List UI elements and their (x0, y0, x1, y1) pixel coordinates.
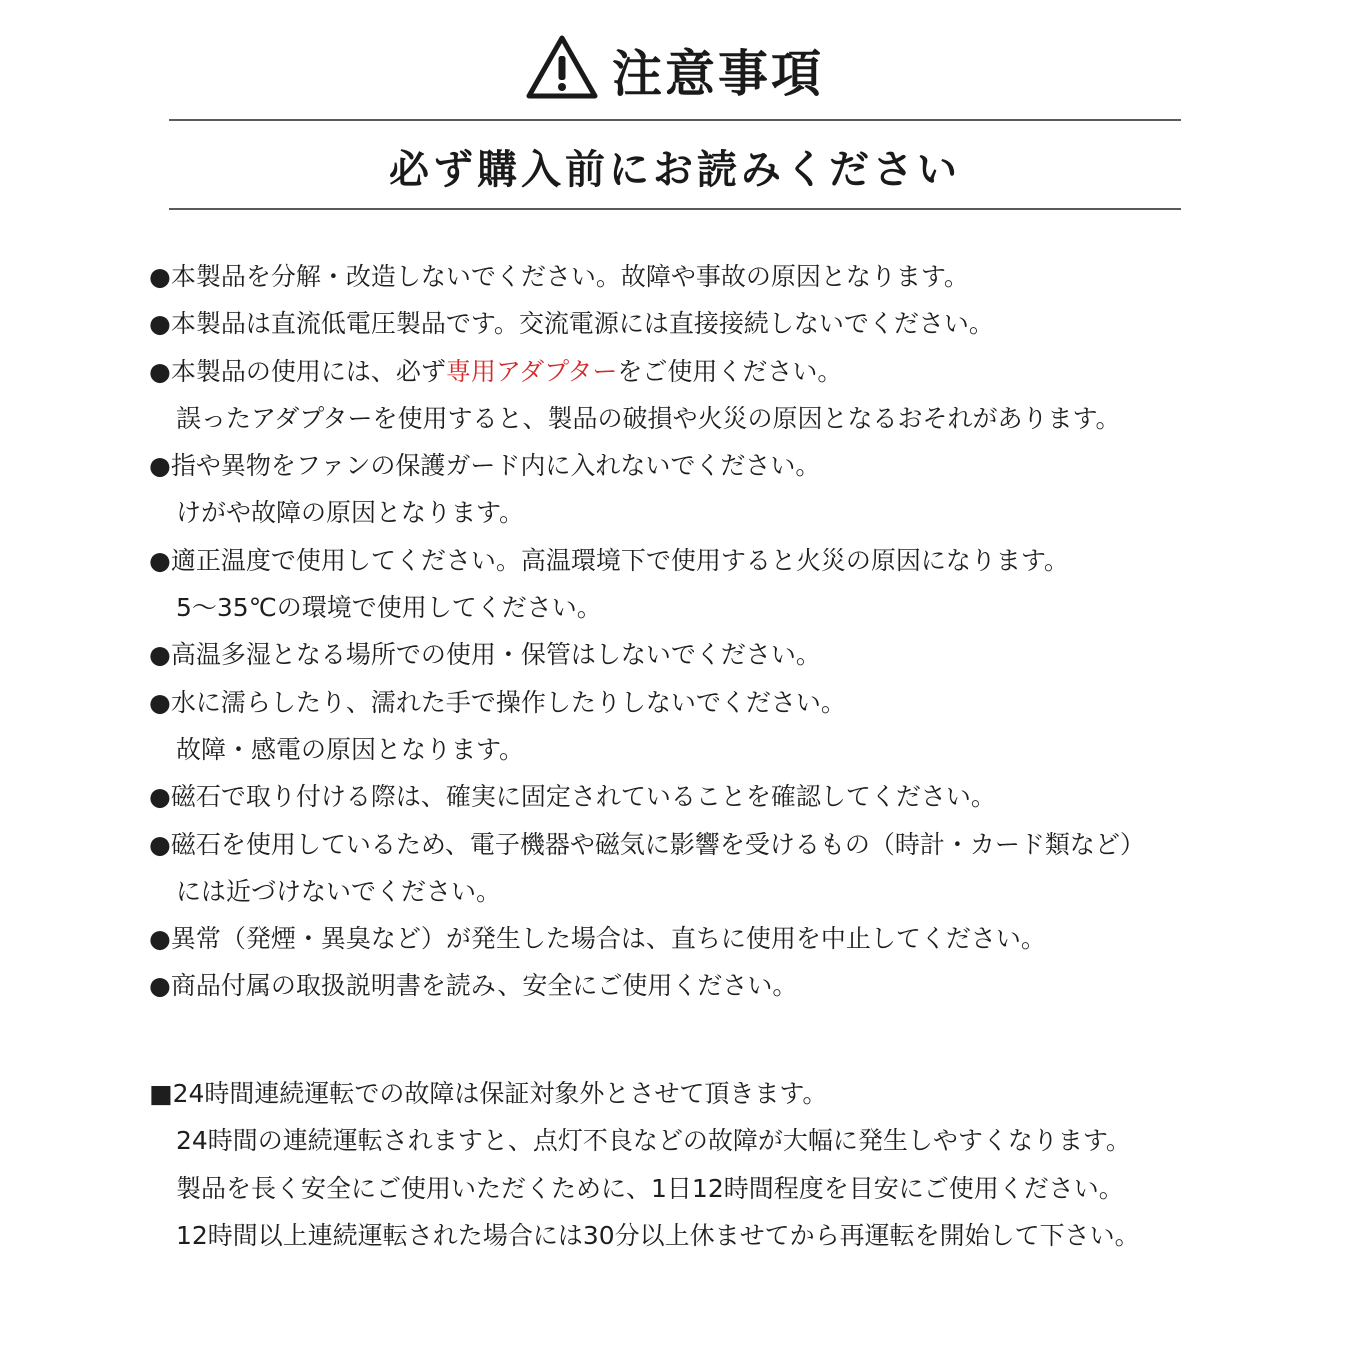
warranty-line: 12時間以上連続運転された場合には30分以上休ませてから再運転を開始して下さい。 (176, 1220, 1140, 1250)
warranty-heading: ■24時間連続運転での故障は保証対象外とさせて頂きます。 (149, 1079, 828, 1108)
warning-triangle-icon (526, 34, 598, 100)
divider-bottom (169, 208, 1181, 210)
caution-item-text: をご使用ください。 (617, 356, 843, 386)
caution-item: ●高温多湿となる場所での使用・保管はしないでください。 (149, 640, 821, 670)
caution-item (149, 348, 1145, 395)
caution-item: ●磁石で取り付ける際は、確実に固定されていることを確認してください。 (149, 782, 996, 812)
caution-list (149, 253, 1145, 1010)
caution-item: ●磁石を使用しているため、電子機器や磁気に影響を受けるもの（時計・カード類など） (149, 829, 1145, 859)
caution-item: ●商品付属の取扱説明書を読み、安全にご使用ください。 (149, 971, 798, 1001)
highlight-adapter: 専用アダプター (445, 356, 618, 386)
caution-item: ●異常（発煙・異臭など）が発生した場合は、直ちに使用を中止してください。 (149, 924, 1046, 954)
caution-item: ●本製品は直流低電圧製品です。交流電源には直接接続しないでください。 (149, 309, 994, 339)
caution-item-continuation: けがや故障の原因となります。 (176, 498, 525, 528)
caution-item-continuation: 誤ったアダプターを使用すると、製品の破損や火災の原因となるおそれがあります。 (176, 403, 1121, 433)
caution-item-continuation: には近づけないでください。 (176, 876, 502, 906)
page-subtitle: 必ず購入前にお読みください (389, 147, 961, 193)
caution-item-text: ●本製品の使用には、必ず (149, 356, 446, 386)
caution-item: ●適正温度で使用してください。高温環境下で使用すると火災の原因になります。 (149, 545, 1069, 575)
caution-item: ●水に濡らしたり、濡れた手で操作したりしないでください。 (149, 687, 846, 717)
caution-item: ●本製品を分解・改造しないでください。故障や事故の原因となります。 (149, 262, 969, 291)
caution-item: ●指や異物をファンの保護ガード内に入れないでください。 (149, 451, 821, 481)
page-title: 注意事項 (612, 45, 824, 103)
warranty-line: 製品を長く安全にご使用いただくために、1日12時間程度を目安にご使用ください。 (176, 1173, 1124, 1203)
warranty-notice (149, 1070, 1140, 1259)
header (0, 30, 1350, 110)
caution-item-continuation: 5〜35℃の環境で使用してください。 (176, 593, 602, 623)
caution-item-continuation: 故障・感電の原因となります。 (176, 734, 525, 764)
warranty-line: 24時間の連続運転されますと、点灯不良などの故障が大幅に発生しやすくなります。 (176, 1126, 1131, 1156)
divider-top (169, 119, 1181, 121)
